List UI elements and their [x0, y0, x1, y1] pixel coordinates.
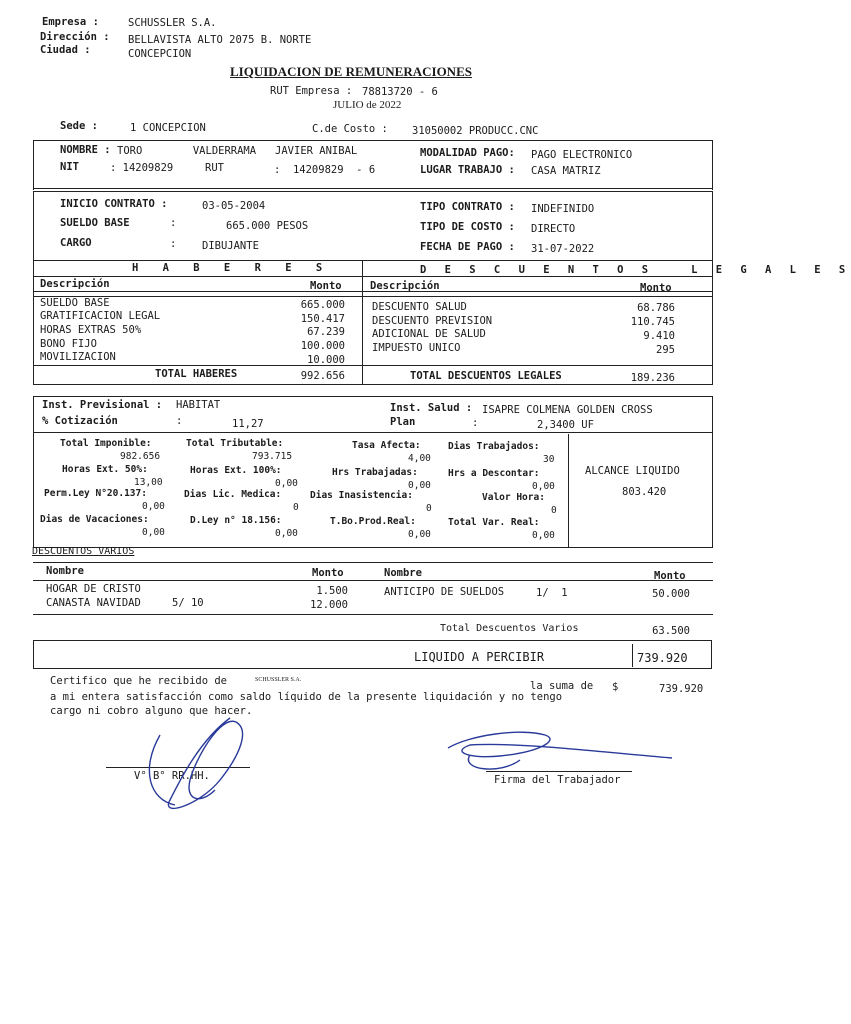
tipo-costo-value: DIRECTO [531, 223, 576, 235]
descuentos-item-monto: 9.410 [643, 330, 675, 342]
direccion-value: BELLAVISTA ALTO 2075 B. NORTE [128, 34, 312, 46]
haberes-col-desc: Descripción [40, 278, 110, 290]
sede-value: 1 CONCEPCION [130, 122, 206, 134]
dias-vacaciones-value: 0,00 [142, 527, 165, 538]
haberes-item-desc: HORAS EXTRAS 50% [40, 324, 142, 336]
haberes-item-desc: MOVILIZACION [40, 351, 116, 363]
haberes-item-desc: GRATIFICACION LEGAL [40, 310, 161, 322]
certificado-line1: Certifico que he recibido de [50, 675, 228, 687]
dley-label: D.Ley n° 18.156: [190, 515, 282, 526]
liquido-value: 739.920 [637, 651, 688, 665]
valor-hora-value: 0 [551, 505, 557, 516]
hrs-descontar-value: 0,00 [532, 481, 555, 492]
haberes-item-monto: 10.000 [307, 354, 345, 366]
tbo-prod-real-value: 0,00 [408, 529, 431, 540]
perm-ley-label: Perm.Ley N°20.137: [44, 488, 147, 499]
varios-item-monto: 12.000 [310, 599, 348, 611]
dias-trabajados-value: 30 [543, 454, 555, 465]
inst-salud-label: Inst. Salud : [390, 402, 473, 414]
descuentos-item-desc: IMPUESTO UNICO [372, 342, 461, 354]
haberes-item-monto: 67.239 [307, 326, 345, 338]
certificado-line2: a mi entera satisfacción como saldo líquido de la presente liquidación y no tengo [50, 691, 563, 703]
dley-value: 0,00 [275, 528, 298, 539]
rut-label: RUT [205, 162, 224, 174]
cotizacion-value: 11,27 [232, 418, 264, 430]
sueldo-base-label: SUELDO BASE [60, 217, 130, 229]
varios-item-cuota-right: 1/ 1 [536, 587, 568, 599]
horas-ext-50-label: Horas Ext. 50%: [62, 464, 148, 475]
nombre-label: NOMBRE : [60, 144, 111, 156]
varios-item-monto: 1.500 [316, 585, 348, 597]
ciudad-label: Ciudad : [40, 44, 91, 56]
descuentos-item-monto: 295 [656, 344, 675, 356]
tasa-afecta-label: Tasa Afecta: [352, 440, 421, 451]
varios-item-nombre-right: ANTICIPO DE SUELDOS [384, 586, 505, 598]
haberes-item-monto: 100.000 [300, 340, 345, 352]
empresa-value: SCHUSSLER S.A. [128, 17, 217, 29]
haberes-item-monto: 150.417 [300, 313, 345, 325]
cotizacion-sep: : [176, 415, 183, 427]
ciudad-value: CONCEPCION [128, 48, 192, 60]
descuentos-item-monto: 68.786 [637, 302, 675, 314]
horas-ext-50-value: 13,00 [134, 477, 163, 488]
haberes-title: H A B E R E S [132, 262, 332, 274]
sueldo-base-value: 665.000 PESOS [226, 220, 309, 232]
hrs-descontar-label: Hrs a Descontar: [448, 468, 540, 479]
sede-label: Sede : [60, 120, 98, 132]
total-tributable-value: 793.715 [252, 451, 293, 462]
lugar-value: CASA MATRIZ [531, 165, 601, 177]
total-varios-label: Total Descuentos Varios [440, 623, 579, 634]
nit-label: NIT [60, 161, 79, 173]
total-imponible-label: Total Imponible: [60, 438, 152, 449]
document-title: LIQUIDACION DE REMUNERACIONES [230, 64, 472, 79]
descuentos-item-desc: DESCUENTO PREVISION [372, 315, 493, 327]
inicio-contrato-label: INICIO CONTRATO : [60, 198, 168, 210]
tipo-costo-label: TIPO DE COSTO : [420, 221, 515, 233]
varios-item-monto-right: 50.000 [652, 588, 690, 600]
perm-ley-value: 0,00 [142, 501, 165, 512]
rut-value: : 14209829 - 6 [274, 164, 376, 176]
modalidad-value: PAGO ELECTRONICO [531, 149, 633, 161]
costo-value: 31050002 PRODUCC.CNC [412, 125, 539, 137]
inst-salud-value: ISAPRE COLMENA GOLDEN CROSS [482, 404, 653, 416]
haberes-item-desc: SUELDO BASE [40, 297, 110, 309]
cargo-label: CARGO [60, 237, 92, 249]
haberes-item-desc: BONO FIJO [40, 338, 97, 350]
dias-vacaciones-label: Dias de Vacaciones: [40, 514, 149, 525]
dias-trabajados-label: Dias Trabajados: [448, 441, 540, 452]
cargo-value: DIBUJANTE [202, 240, 259, 252]
modalidad-label: MODALIDAD PAGO: [420, 147, 515, 159]
fecha-pago-label: FECHA DE PAGO : [420, 241, 515, 253]
direccion-label: Dirección : [40, 31, 110, 43]
dias-inasistencia-label: Dias Inasistencia: [310, 490, 413, 501]
descuentos-item-monto: 110.745 [630, 316, 675, 328]
certificado-suma-label: la suma de [530, 680, 594, 692]
total-haberes-value: 992.656 [300, 370, 345, 382]
period: JULIO de 2022 [333, 99, 402, 111]
varios-col-monto: Monto [312, 567, 344, 579]
dias-lic-medica-value: 0 [293, 502, 299, 513]
nit-value: : 14209829 [110, 162, 174, 174]
alcance-liquido-value: 803.420 [622, 486, 667, 498]
varios-item-nombre: CANASTA NAVIDAD [46, 597, 141, 609]
inst-previsional-value: HABITAT [176, 399, 221, 411]
descuentos-item-desc: ADICIONAL DE SALUD [372, 328, 486, 340]
costo-label: C.de Costo : [312, 123, 388, 135]
tasa-afecta-value: 4,00 [408, 453, 431, 464]
inst-previsional-label: Inst. Previsional : [42, 399, 163, 411]
plan-value: 2,3400 UF [537, 419, 594, 431]
hrs-trabajadas-label: Hrs Trabajadas: [332, 467, 418, 478]
total-varios-value: 63.500 [652, 625, 690, 637]
varios-col-nombre-right: Nombre [384, 567, 422, 579]
dias-inasistencia-value: 0 [426, 503, 432, 514]
nombre-value: TORO VALDERRAMA JAVIER ANIBAL [117, 145, 358, 157]
total-var-real-value: 0,00 [532, 530, 555, 541]
liquido-label: LIQUIDO A PERCIBIR [414, 650, 545, 664]
empresa-label: Empresa : [42, 16, 99, 28]
varios-item-nombre: HOGAR DE CRISTO [46, 583, 141, 595]
tipo-contrato-value: INDEFINIDO [531, 203, 595, 215]
certificado-amount: 739.920 [659, 683, 704, 695]
tipo-contrato-label: TIPO CONTRATO : [420, 201, 515, 213]
haberes-col-monto: Monto [310, 280, 342, 292]
firma-trabajador-label: Firma del Trabajador [494, 774, 621, 786]
certificado-currency: $ [612, 681, 619, 693]
plan-label: Plan [390, 416, 416, 428]
total-imponible-value: 982.656 [120, 451, 161, 462]
total-descuentos-value: 189.236 [630, 372, 675, 384]
cargo-sep: : [170, 238, 177, 250]
total-tributable-label: Total Tributable: [186, 438, 284, 449]
lugar-label: LUGAR TRABAJO : [420, 164, 515, 176]
certificado-company: SCHUSSLER S.A. [255, 677, 302, 683]
haberes-item-monto: 665.000 [300, 299, 345, 311]
rut-empresa-label: RUT Empresa : [270, 85, 353, 97]
total-haberes-label: TOTAL HABERES [155, 368, 238, 380]
fecha-pago-value: 31-07-2022 [531, 243, 595, 255]
varios-col-nombre: Nombre [46, 565, 84, 577]
valor-hora-label: Valor Hora: [482, 492, 545, 503]
alcance-liquido-label: ALCANCE LIQUIDO [585, 465, 680, 477]
dias-lic-medica-label: Dias Lic. Medica: [184, 489, 282, 500]
descuentos-varios-title: DESCUENTOS VARIOS [32, 546, 135, 557]
descuentos-col-monto: Monto [640, 282, 672, 294]
cotizacion-label: % Cotización [42, 415, 118, 427]
varios-item-cuota: 5/ 10 [172, 597, 204, 609]
varios-col-monto-right: Monto [654, 570, 686, 582]
inicio-contrato-value: 03-05-2004 [202, 200, 266, 212]
plan-sep: : [472, 417, 479, 429]
total-var-real-label: Total Var. Real: [448, 517, 540, 528]
tbo-prod-real-label: T.Bo.Prod.Real: [330, 516, 416, 527]
horas-ext-100-label: Horas Ext. 100%: [190, 465, 282, 476]
total-descuentos-label: TOTAL DESCUENTOS LEGALES [410, 370, 562, 382]
certificado-line3: cargo ni cobro alguno que hacer. [50, 705, 253, 717]
hrs-trabajadas-value: 0,00 [408, 480, 431, 491]
horas-ext-100-value: 0,00 [275, 478, 298, 489]
descuentos-col-desc: Descripción [370, 280, 440, 292]
firma-rrhh-label: V° B° RR.HH. [134, 770, 210, 782]
rut-empresa-value: 78813720 - 6 [362, 86, 438, 98]
descuentos-item-desc: DESCUENTO SALUD [372, 301, 467, 313]
sueldo-base-sep: : [170, 217, 177, 229]
descuentos-title: D E S C U E N T O S L E G A L E S [420, 264, 851, 276]
